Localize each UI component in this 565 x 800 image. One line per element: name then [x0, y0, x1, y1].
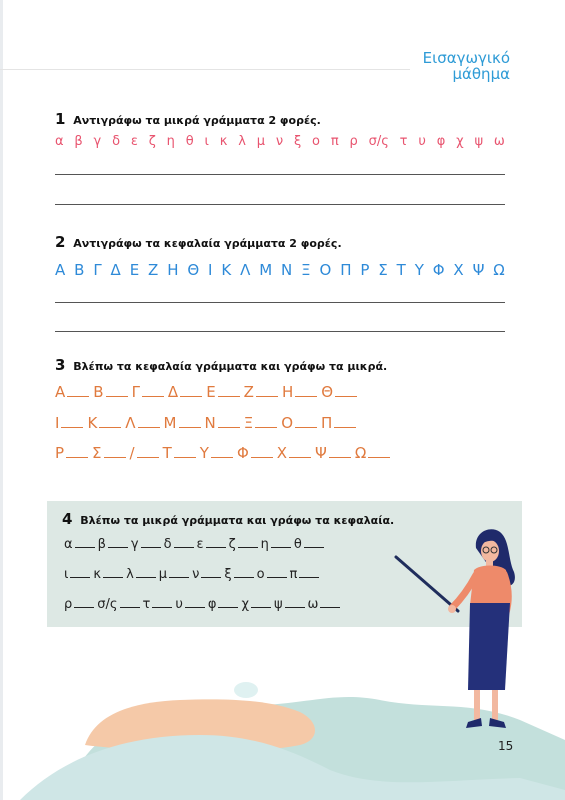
prompt-letter: β: [97, 537, 106, 552]
uppercase-letter: Τ: [396, 261, 406, 279]
prompt-letter: Λ: [125, 414, 136, 432]
page-number: 15: [498, 739, 514, 753]
uppercase-letter: Σ: [378, 261, 388, 279]
lowercase-letter: π: [330, 134, 339, 149]
uppercase-letter: Ψ: [472, 261, 485, 279]
uppercase-letter: Π: [340, 261, 352, 279]
prompt-letter: /: [129, 444, 135, 462]
prompt-letter: θ: [293, 537, 302, 552]
prompt-letter: Μ: [163, 414, 177, 432]
exercise-number: 3: [55, 356, 66, 374]
prompt-letter: Δ: [167, 383, 179, 401]
prompt-letter: α: [64, 537, 73, 552]
prompt-letter: ψ: [273, 597, 283, 612]
lowercase-letter: α: [55, 134, 64, 149]
exercise-instruction: Βλέπω τα μικρά γράμματα και γράφω τα κεφαλαία.: [80, 514, 395, 527]
uppercase-letter: Η: [167, 261, 179, 279]
prompt-letter: Ρ: [55, 444, 65, 462]
uppercase-letter: Ε: [129, 261, 140, 279]
lowercase-letter: ω: [493, 134, 505, 149]
prompt-letter: Π: [321, 414, 333, 432]
lowercase-letter: σ/ς: [368, 134, 389, 149]
prompt-letter: Θ: [321, 383, 334, 401]
prompt-letter: Τ: [162, 444, 172, 462]
lowercase-letter: δ: [112, 134, 121, 149]
prompt-letter: Υ: [199, 444, 209, 462]
exercise-number: 2: [55, 233, 66, 251]
exercise-instruction: Βλέπω τα κεφαλαία γράμματα και γράφω τα μικρά.: [73, 360, 388, 373]
uppercase-letter: Γ: [93, 261, 102, 279]
prompt-letter: μ: [158, 567, 168, 582]
exercise-instruction: Αντιγράφω τα μικρά γράμματα 2 φορές.: [73, 114, 321, 127]
prompt-letter: ι: [64, 567, 69, 582]
section-title-line2: μάθημα: [452, 65, 510, 83]
prompt-letter: Α: [55, 383, 66, 401]
uppercase-letter: Β: [74, 261, 85, 279]
prompt-letter: Κ: [87, 414, 98, 432]
prompt-letter: Η: [281, 383, 294, 401]
section-title-line1: Εισαγωγικό: [422, 49, 510, 67]
prompt-letter: χ: [241, 597, 249, 612]
lowercase-letter: μ: [256, 134, 266, 149]
prompt-letter: ε: [196, 537, 204, 552]
prompt-letter: Γ: [131, 383, 140, 401]
exercise-number: 4: [62, 510, 73, 528]
prompt-letter: η: [260, 537, 269, 552]
uppercase-letter: Ζ: [148, 261, 159, 279]
prompt-letter: Ψ: [315, 444, 327, 462]
prompt-letter: σ/ς: [97, 597, 118, 612]
prompt-letter: ζ: [228, 537, 236, 552]
lowercase-letter: ξ: [293, 134, 302, 149]
prompt-letter: δ: [163, 537, 172, 552]
prompt-letter: κ: [93, 567, 102, 582]
lowercase-letter: ι: [204, 134, 209, 149]
prompt-letter: τ: [142, 597, 151, 612]
prompt-letter: ν: [192, 567, 200, 582]
prompt-letter: γ: [130, 537, 139, 552]
uppercase-letter: Φ: [432, 261, 445, 279]
uppercase-letter: Ν: [281, 261, 293, 279]
uppercase-letter: Ξ: [301, 261, 311, 279]
lowercase-letter: ε: [130, 134, 138, 149]
uppercase-letter: Θ: [187, 261, 200, 279]
uppercase-letter: Ω: [493, 261, 505, 279]
uppercase-letter: Δ: [110, 261, 121, 279]
prompt-letter: Ι: [55, 414, 60, 432]
prompt-letter: Β: [93, 383, 104, 401]
lowercase-letter: ν: [275, 134, 284, 149]
lowercase-letter: κ: [219, 134, 228, 149]
prompt-letter: ω: [307, 597, 319, 612]
prompt-letter: φ: [207, 597, 217, 612]
prompt-letter: Ω: [354, 444, 367, 462]
uppercase-letter: Ο: [319, 261, 332, 279]
uppercase-letter: Ρ: [360, 261, 370, 279]
prompt-letter: Χ: [276, 444, 288, 462]
prompt-letter: ξ: [224, 567, 232, 582]
lowercase-letter: θ: [185, 134, 194, 149]
lowercase-letter: η: [166, 134, 175, 149]
prompt-letter: Ο: [281, 414, 294, 432]
uppercase-letter: Χ: [453, 261, 464, 279]
uppercase-letter: Ι: [208, 261, 213, 279]
lowercase-letter: ο: [312, 134, 321, 149]
prompt-letter: ο: [256, 567, 265, 582]
lowercase-letter: χ: [456, 134, 464, 149]
uppercase-letter: Α: [55, 261, 66, 279]
uppercase-letter: Κ: [221, 261, 232, 279]
lowercase-letter: ψ: [474, 134, 484, 149]
lowercase-letter: β: [74, 134, 83, 149]
prompt-letter: π: [289, 567, 298, 582]
uppercase-letter: Υ: [414, 261, 424, 279]
lowercase-letter: τ: [399, 134, 408, 149]
prompt-letter: υ: [175, 597, 183, 612]
prompt-letter: Ζ: [243, 383, 254, 401]
uppercase-letter: Λ: [240, 261, 251, 279]
lowercase-letter: γ: [93, 134, 102, 149]
prompt-letter: Σ: [92, 444, 102, 462]
exercise-instruction: Αντιγράφω τα κεφαλαία γράμματα 2 φορές.: [73, 237, 342, 250]
prompt-letter: Ν: [204, 414, 216, 432]
exercise-number: 1: [55, 110, 66, 128]
prompt-letter: Φ: [236, 444, 249, 462]
prompt-letter: Ξ: [243, 414, 254, 432]
lowercase-letter: λ: [238, 134, 246, 149]
lowercase-letter: φ: [436, 134, 446, 149]
lowercase-letter: ζ: [148, 134, 156, 149]
uppercase-letter: Μ: [259, 261, 273, 279]
prompt-letter: Ε: [206, 383, 216, 401]
prompt-letter: λ: [126, 567, 134, 582]
lowercase-letter: υ: [418, 134, 426, 149]
prompt-letter: ρ: [64, 597, 73, 612]
lowercase-letter: ρ: [349, 134, 358, 149]
